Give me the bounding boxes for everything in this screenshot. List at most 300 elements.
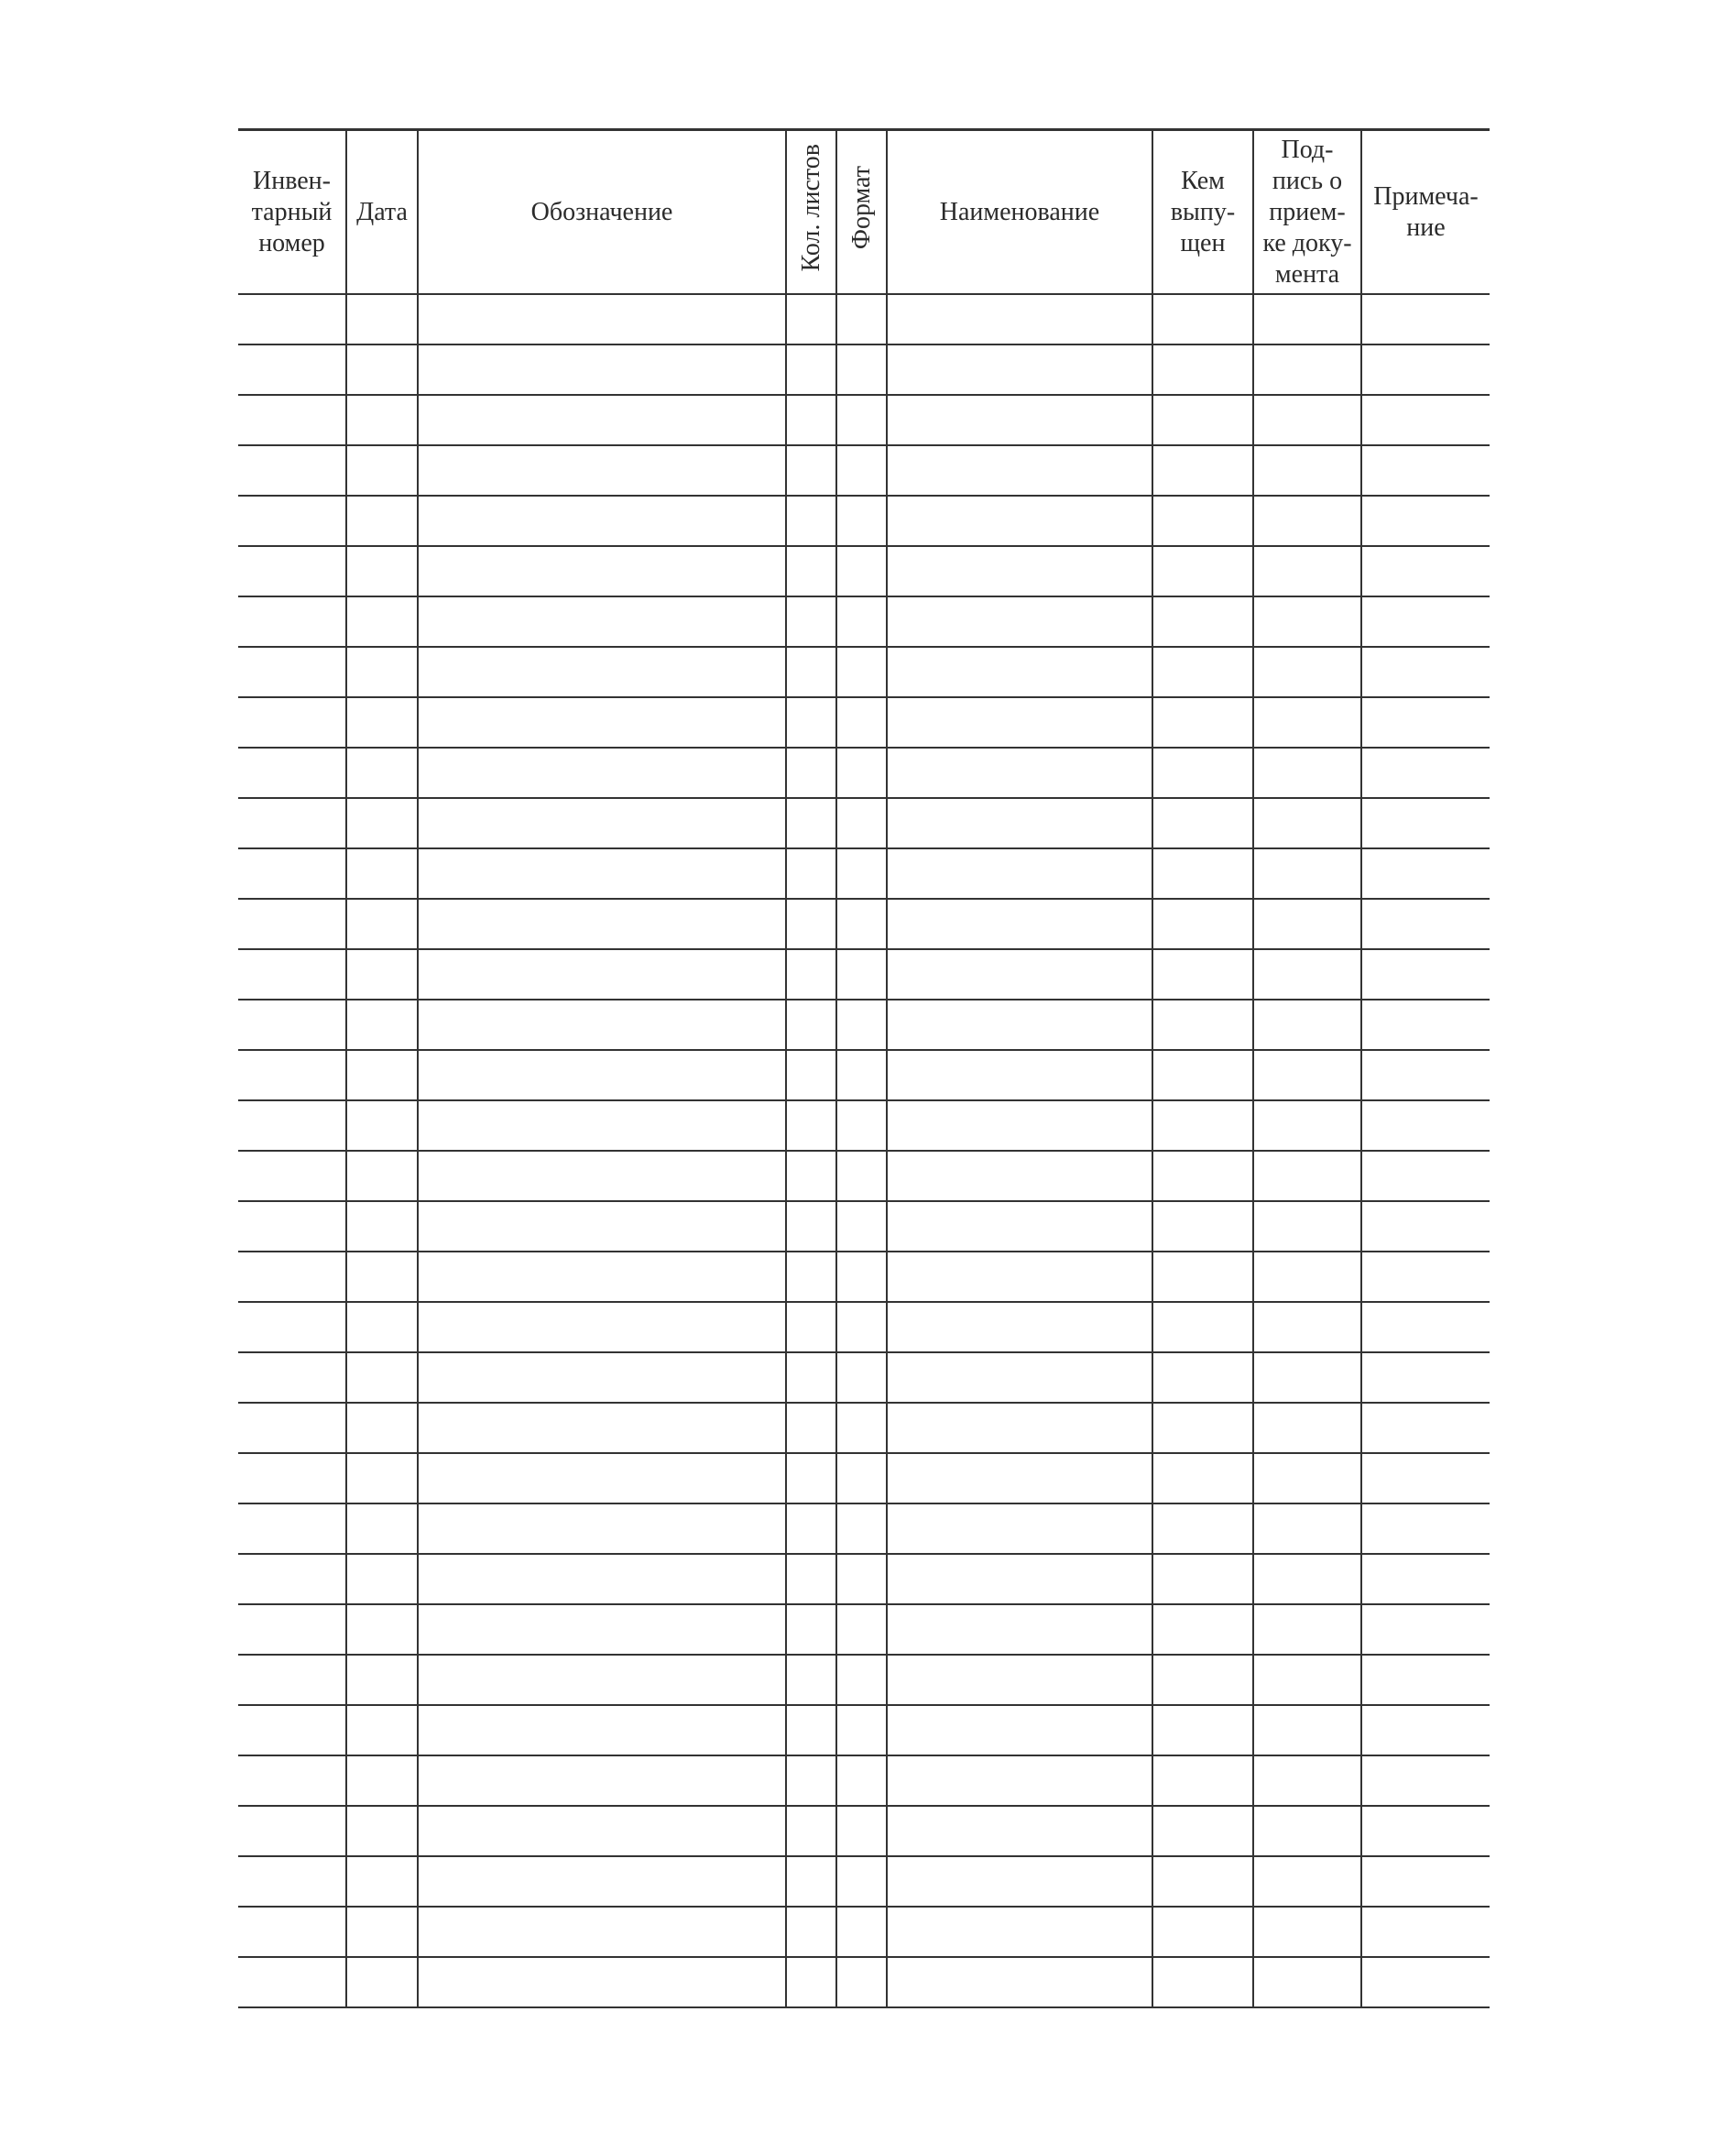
- cell-designation[interactable]: [418, 697, 786, 748]
- cell-format[interactable]: [836, 1856, 887, 1907]
- cell-receipt-signature[interactable]: [1253, 697, 1361, 748]
- cell-note[interactable]: [1361, 546, 1490, 596]
- cell-sheet-count[interactable]: [786, 1352, 836, 1403]
- cell-issued-by[interactable]: [1152, 949, 1253, 1000]
- cell-date[interactable]: [346, 1352, 418, 1403]
- cell-issued-by[interactable]: [1152, 1050, 1253, 1100]
- cell-inventory-number[interactable]: [238, 1403, 346, 1453]
- cell-name[interactable]: [887, 798, 1152, 848]
- cell-note[interactable]: [1361, 899, 1490, 949]
- cell-inventory-number[interactable]: [238, 949, 346, 1000]
- cell-issued-by[interactable]: [1152, 1000, 1253, 1050]
- cell-format[interactable]: [836, 798, 887, 848]
- cell-format[interactable]: [836, 546, 887, 596]
- cell-format[interactable]: [836, 1957, 887, 2007]
- cell-sheet-count[interactable]: [786, 294, 836, 344]
- cell-name[interactable]: [887, 546, 1152, 596]
- cell-date[interactable]: [346, 1655, 418, 1705]
- cell-designation[interactable]: [418, 1100, 786, 1151]
- cell-note[interactable]: [1361, 848, 1490, 899]
- cell-sheet-count[interactable]: [786, 1856, 836, 1907]
- cell-name[interactable]: [887, 949, 1152, 1000]
- cell-issued-by[interactable]: [1152, 1403, 1253, 1453]
- cell-note[interactable]: [1361, 1705, 1490, 1755]
- cell-date[interactable]: [346, 1705, 418, 1755]
- cell-date[interactable]: [346, 1806, 418, 1856]
- cell-sheet-count[interactable]: [786, 748, 836, 798]
- cell-sheet-count[interactable]: [786, 1201, 836, 1252]
- cell-name[interactable]: [887, 1453, 1152, 1503]
- cell-note[interactable]: [1361, 1151, 1490, 1201]
- cell-designation[interactable]: [418, 1352, 786, 1403]
- cell-inventory-number[interactable]: [238, 1705, 346, 1755]
- cell-designation[interactable]: [418, 1655, 786, 1705]
- cell-inventory-number[interactable]: [238, 1806, 346, 1856]
- cell-designation[interactable]: [418, 1907, 786, 1957]
- cell-receipt-signature[interactable]: [1253, 748, 1361, 798]
- cell-note[interactable]: [1361, 1252, 1490, 1302]
- cell-name[interactable]: [887, 1806, 1152, 1856]
- cell-note[interactable]: [1361, 1806, 1490, 1856]
- cell-issued-by[interactable]: [1152, 546, 1253, 596]
- cell-sheet-count[interactable]: [786, 1907, 836, 1957]
- cell-name[interactable]: [887, 1000, 1152, 1050]
- cell-sheet-count[interactable]: [786, 344, 836, 395]
- cell-receipt-signature[interactable]: [1253, 1201, 1361, 1252]
- cell-designation[interactable]: [418, 1453, 786, 1503]
- cell-designation[interactable]: [418, 748, 786, 798]
- cell-name[interactable]: [887, 496, 1152, 546]
- cell-receipt-signature[interactable]: [1253, 1755, 1361, 1806]
- cell-date[interactable]: [346, 445, 418, 496]
- cell-inventory-number[interactable]: [238, 496, 346, 546]
- cell-date[interactable]: [346, 546, 418, 596]
- cell-date[interactable]: [346, 748, 418, 798]
- cell-note[interactable]: [1361, 1453, 1490, 1503]
- cell-date[interactable]: [346, 496, 418, 546]
- cell-designation[interactable]: [418, 1151, 786, 1201]
- cell-issued-by[interactable]: [1152, 1201, 1253, 1252]
- cell-issued-by[interactable]: [1152, 1957, 1253, 2007]
- cell-issued-by[interactable]: [1152, 1705, 1253, 1755]
- cell-name[interactable]: [887, 445, 1152, 496]
- cell-receipt-signature[interactable]: [1253, 1050, 1361, 1100]
- cell-note[interactable]: [1361, 1201, 1490, 1252]
- cell-designation[interactable]: [418, 798, 786, 848]
- cell-sheet-count[interactable]: [786, 1151, 836, 1201]
- cell-note[interactable]: [1361, 1000, 1490, 1050]
- cell-inventory-number[interactable]: [238, 798, 346, 848]
- cell-receipt-signature[interactable]: [1253, 1705, 1361, 1755]
- cell-inventory-number[interactable]: [238, 445, 346, 496]
- cell-designation[interactable]: [418, 395, 786, 445]
- cell-receipt-signature[interactable]: [1253, 1907, 1361, 1957]
- cell-designation[interactable]: [418, 294, 786, 344]
- cell-name[interactable]: [887, 697, 1152, 748]
- cell-issued-by[interactable]: [1152, 445, 1253, 496]
- cell-note[interactable]: [1361, 445, 1490, 496]
- cell-name[interactable]: [887, 1705, 1152, 1755]
- cell-note[interactable]: [1361, 1907, 1490, 1957]
- cell-sheet-count[interactable]: [786, 899, 836, 949]
- cell-inventory-number[interactable]: [238, 1000, 346, 1050]
- cell-date[interactable]: [346, 1151, 418, 1201]
- cell-designation[interactable]: [418, 1806, 786, 1856]
- cell-note[interactable]: [1361, 496, 1490, 546]
- cell-receipt-signature[interactable]: [1253, 899, 1361, 949]
- cell-date[interactable]: [346, 1201, 418, 1252]
- cell-name[interactable]: [887, 596, 1152, 647]
- cell-receipt-signature[interactable]: [1253, 395, 1361, 445]
- cell-receipt-signature[interactable]: [1253, 1503, 1361, 1554]
- cell-note[interactable]: [1361, 344, 1490, 395]
- cell-issued-by[interactable]: [1152, 395, 1253, 445]
- cell-note[interactable]: [1361, 1856, 1490, 1907]
- cell-designation[interactable]: [418, 1403, 786, 1453]
- cell-format[interactable]: [836, 1352, 887, 1403]
- cell-date[interactable]: [346, 1100, 418, 1151]
- cell-inventory-number[interactable]: [238, 395, 346, 445]
- cell-date[interactable]: [346, 1453, 418, 1503]
- cell-name[interactable]: [887, 1151, 1152, 1201]
- cell-receipt-signature[interactable]: [1253, 1151, 1361, 1201]
- cell-inventory-number[interactable]: [238, 546, 346, 596]
- cell-note[interactable]: [1361, 596, 1490, 647]
- cell-date[interactable]: [346, 1957, 418, 2007]
- cell-inventory-number[interactable]: [238, 1352, 346, 1403]
- cell-name[interactable]: [887, 748, 1152, 798]
- cell-issued-by[interactable]: [1152, 1856, 1253, 1907]
- cell-inventory-number[interactable]: [238, 294, 346, 344]
- cell-issued-by[interactable]: [1152, 748, 1253, 798]
- cell-format[interactable]: [836, 949, 887, 1000]
- cell-date[interactable]: [346, 1403, 418, 1453]
- cell-date[interactable]: [346, 344, 418, 395]
- cell-sheet-count[interactable]: [786, 697, 836, 748]
- cell-date[interactable]: [346, 1554, 418, 1604]
- cell-inventory-number[interactable]: [238, 1503, 346, 1554]
- cell-inventory-number[interactable]: [238, 1957, 346, 2007]
- cell-sheet-count[interactable]: [786, 1806, 836, 1856]
- cell-name[interactable]: [887, 647, 1152, 697]
- cell-inventory-number[interactable]: [238, 596, 346, 647]
- cell-date[interactable]: [346, 294, 418, 344]
- cell-inventory-number[interactable]: [238, 1655, 346, 1705]
- cell-sheet-count[interactable]: [786, 1252, 836, 1302]
- cell-sheet-count[interactable]: [786, 1957, 836, 2007]
- cell-name[interactable]: [887, 1100, 1152, 1151]
- cell-issued-by[interactable]: [1152, 1655, 1253, 1705]
- cell-designation[interactable]: [418, 1705, 786, 1755]
- cell-inventory-number[interactable]: [238, 344, 346, 395]
- cell-receipt-signature[interactable]: [1253, 445, 1361, 496]
- cell-designation[interactable]: [418, 1755, 786, 1806]
- cell-issued-by[interactable]: [1152, 798, 1253, 848]
- cell-date[interactable]: [346, 1252, 418, 1302]
- cell-format[interactable]: [836, 1252, 887, 1302]
- cell-date[interactable]: [346, 697, 418, 748]
- cell-format[interactable]: [836, 1100, 887, 1151]
- cell-receipt-signature[interactable]: [1253, 546, 1361, 596]
- cell-name[interactable]: [887, 294, 1152, 344]
- cell-sheet-count[interactable]: [786, 1655, 836, 1705]
- cell-name[interactable]: [887, 1252, 1152, 1302]
- cell-sheet-count[interactable]: [786, 798, 836, 848]
- cell-note[interactable]: [1361, 798, 1490, 848]
- cell-format[interactable]: [836, 1554, 887, 1604]
- cell-issued-by[interactable]: [1152, 294, 1253, 344]
- cell-designation[interactable]: [418, 496, 786, 546]
- cell-format[interactable]: [836, 1503, 887, 1554]
- cell-inventory-number[interactable]: [238, 1050, 346, 1100]
- cell-format[interactable]: [836, 1403, 887, 1453]
- cell-name[interactable]: [887, 1050, 1152, 1100]
- cell-date[interactable]: [346, 395, 418, 445]
- cell-date[interactable]: [346, 848, 418, 899]
- cell-designation[interactable]: [418, 1000, 786, 1050]
- cell-inventory-number[interactable]: [238, 1453, 346, 1503]
- cell-format[interactable]: [836, 294, 887, 344]
- cell-receipt-signature[interactable]: [1253, 1453, 1361, 1503]
- cell-note[interactable]: [1361, 1957, 1490, 2007]
- cell-sheet-count[interactable]: [786, 1705, 836, 1755]
- cell-designation[interactable]: [418, 1503, 786, 1554]
- cell-issued-by[interactable]: [1152, 848, 1253, 899]
- cell-sheet-count[interactable]: [786, 1050, 836, 1100]
- cell-receipt-signature[interactable]: [1253, 798, 1361, 848]
- cell-format[interactable]: [836, 445, 887, 496]
- cell-note[interactable]: [1361, 949, 1490, 1000]
- cell-receipt-signature[interactable]: [1253, 294, 1361, 344]
- cell-name[interactable]: [887, 1503, 1152, 1554]
- cell-designation[interactable]: [418, 647, 786, 697]
- cell-note[interactable]: [1361, 1352, 1490, 1403]
- cell-inventory-number[interactable]: [238, 748, 346, 798]
- cell-format[interactable]: [836, 1907, 887, 1957]
- cell-receipt-signature[interactable]: [1253, 1352, 1361, 1403]
- cell-designation[interactable]: [418, 596, 786, 647]
- cell-format[interactable]: [836, 1201, 887, 1252]
- cell-issued-by[interactable]: [1152, 1252, 1253, 1302]
- cell-issued-by[interactable]: [1152, 899, 1253, 949]
- cell-designation[interactable]: [418, 1302, 786, 1352]
- cell-sheet-count[interactable]: [786, 949, 836, 1000]
- cell-designation[interactable]: [418, 1554, 786, 1604]
- cell-note[interactable]: [1361, 1604, 1490, 1655]
- cell-receipt-signature[interactable]: [1253, 1554, 1361, 1604]
- cell-name[interactable]: [887, 1655, 1152, 1705]
- cell-inventory-number[interactable]: [238, 899, 346, 949]
- cell-date[interactable]: [346, 949, 418, 1000]
- cell-sheet-count[interactable]: [786, 848, 836, 899]
- cell-format[interactable]: [836, 1151, 887, 1201]
- cell-receipt-signature[interactable]: [1253, 496, 1361, 546]
- cell-date[interactable]: [346, 1755, 418, 1806]
- cell-issued-by[interactable]: [1152, 1907, 1253, 1957]
- cell-format[interactable]: [836, 647, 887, 697]
- cell-date[interactable]: [346, 1503, 418, 1554]
- cell-designation[interactable]: [418, 1856, 786, 1907]
- cell-issued-by[interactable]: [1152, 1755, 1253, 1806]
- cell-name[interactable]: [887, 1554, 1152, 1604]
- cell-inventory-number[interactable]: [238, 697, 346, 748]
- cell-sheet-count[interactable]: [786, 596, 836, 647]
- cell-inventory-number[interactable]: [238, 1151, 346, 1201]
- cell-issued-by[interactable]: [1152, 647, 1253, 697]
- cell-name[interactable]: [887, 1352, 1152, 1403]
- cell-format[interactable]: [836, 1655, 887, 1705]
- cell-format[interactable]: [836, 748, 887, 798]
- cell-designation[interactable]: [418, 848, 786, 899]
- cell-note[interactable]: [1361, 697, 1490, 748]
- cell-format[interactable]: [836, 344, 887, 395]
- cell-name[interactable]: [887, 1856, 1152, 1907]
- cell-note[interactable]: [1361, 1503, 1490, 1554]
- cell-sheet-count[interactable]: [786, 1755, 836, 1806]
- cell-inventory-number[interactable]: [238, 1604, 346, 1655]
- cell-sheet-count[interactable]: [786, 1554, 836, 1604]
- cell-designation[interactable]: [418, 1604, 786, 1655]
- cell-issued-by[interactable]: [1152, 1554, 1253, 1604]
- cell-issued-by[interactable]: [1152, 1302, 1253, 1352]
- cell-format[interactable]: [836, 1705, 887, 1755]
- cell-receipt-signature[interactable]: [1253, 1957, 1361, 2007]
- cell-date[interactable]: [346, 899, 418, 949]
- cell-note[interactable]: [1361, 1100, 1490, 1151]
- cell-sheet-count[interactable]: [786, 1403, 836, 1453]
- cell-receipt-signature[interactable]: [1253, 344, 1361, 395]
- cell-name[interactable]: [887, 1403, 1152, 1453]
- cell-name[interactable]: [887, 1201, 1152, 1252]
- cell-inventory-number[interactable]: [238, 1100, 346, 1151]
- cell-name[interactable]: [887, 1907, 1152, 1957]
- cell-issued-by[interactable]: [1152, 1352, 1253, 1403]
- cell-note[interactable]: [1361, 395, 1490, 445]
- cell-issued-by[interactable]: [1152, 1100, 1253, 1151]
- cell-receipt-signature[interactable]: [1253, 596, 1361, 647]
- cell-receipt-signature[interactable]: [1253, 1856, 1361, 1907]
- cell-designation[interactable]: [418, 1252, 786, 1302]
- cell-date[interactable]: [346, 1604, 418, 1655]
- cell-receipt-signature[interactable]: [1253, 1100, 1361, 1151]
- cell-note[interactable]: [1361, 1403, 1490, 1453]
- cell-receipt-signature[interactable]: [1253, 1403, 1361, 1453]
- cell-name[interactable]: [887, 1755, 1152, 1806]
- cell-receipt-signature[interactable]: [1253, 1655, 1361, 1705]
- cell-designation[interactable]: [418, 1201, 786, 1252]
- cell-issued-by[interactable]: [1152, 1806, 1253, 1856]
- cell-name[interactable]: [887, 1302, 1152, 1352]
- cell-note[interactable]: [1361, 1655, 1490, 1705]
- cell-issued-by[interactable]: [1152, 596, 1253, 647]
- cell-date[interactable]: [346, 596, 418, 647]
- cell-date[interactable]: [346, 1856, 418, 1907]
- cell-inventory-number[interactable]: [238, 1907, 346, 1957]
- cell-designation[interactable]: [418, 1957, 786, 2007]
- cell-receipt-signature[interactable]: [1253, 949, 1361, 1000]
- cell-format[interactable]: [836, 1302, 887, 1352]
- cell-inventory-number[interactable]: [238, 1856, 346, 1907]
- cell-date[interactable]: [346, 1000, 418, 1050]
- cell-issued-by[interactable]: [1152, 1453, 1253, 1503]
- cell-name[interactable]: [887, 1604, 1152, 1655]
- cell-date[interactable]: [346, 1302, 418, 1352]
- cell-note[interactable]: [1361, 1302, 1490, 1352]
- cell-note[interactable]: [1361, 1050, 1490, 1100]
- cell-format[interactable]: [836, 395, 887, 445]
- cell-sheet-count[interactable]: [786, 1000, 836, 1050]
- cell-sheet-count[interactable]: [786, 647, 836, 697]
- cell-designation[interactable]: [418, 344, 786, 395]
- cell-sheet-count[interactable]: [786, 395, 836, 445]
- cell-inventory-number[interactable]: [238, 647, 346, 697]
- cell-issued-by[interactable]: [1152, 697, 1253, 748]
- cell-format[interactable]: [836, 697, 887, 748]
- cell-note[interactable]: [1361, 294, 1490, 344]
- cell-receipt-signature[interactable]: [1253, 647, 1361, 697]
- cell-format[interactable]: [836, 1604, 887, 1655]
- cell-inventory-number[interactable]: [238, 848, 346, 899]
- cell-format[interactable]: [836, 848, 887, 899]
- cell-sheet-count[interactable]: [786, 546, 836, 596]
- cell-sheet-count[interactable]: [786, 1100, 836, 1151]
- cell-sheet-count[interactable]: [786, 496, 836, 546]
- cell-designation[interactable]: [418, 546, 786, 596]
- cell-format[interactable]: [836, 596, 887, 647]
- cell-note[interactable]: [1361, 1755, 1490, 1806]
- cell-receipt-signature[interactable]: [1253, 848, 1361, 899]
- cell-sheet-count[interactable]: [786, 1453, 836, 1503]
- cell-inventory-number[interactable]: [238, 1201, 346, 1252]
- cell-issued-by[interactable]: [1152, 1604, 1253, 1655]
- cell-note[interactable]: [1361, 1554, 1490, 1604]
- cell-date[interactable]: [346, 1907, 418, 1957]
- cell-receipt-signature[interactable]: [1253, 1252, 1361, 1302]
- cell-name[interactable]: [887, 899, 1152, 949]
- cell-name[interactable]: [887, 848, 1152, 899]
- cell-date[interactable]: [346, 798, 418, 848]
- cell-format[interactable]: [836, 899, 887, 949]
- cell-inventory-number[interactable]: [238, 1302, 346, 1352]
- cell-sheet-count[interactable]: [786, 445, 836, 496]
- cell-receipt-signature[interactable]: [1253, 1000, 1361, 1050]
- cell-format[interactable]: [836, 1755, 887, 1806]
- cell-format[interactable]: [836, 496, 887, 546]
- cell-note[interactable]: [1361, 647, 1490, 697]
- cell-designation[interactable]: [418, 949, 786, 1000]
- cell-inventory-number[interactable]: [238, 1252, 346, 1302]
- cell-sheet-count[interactable]: [786, 1302, 836, 1352]
- cell-name[interactable]: [887, 1957, 1152, 2007]
- cell-issued-by[interactable]: [1152, 1151, 1253, 1201]
- cell-name[interactable]: [887, 395, 1152, 445]
- cell-designation[interactable]: [418, 899, 786, 949]
- cell-designation[interactable]: [418, 1050, 786, 1100]
- cell-issued-by[interactable]: [1152, 496, 1253, 546]
- cell-issued-by[interactable]: [1152, 1503, 1253, 1554]
- cell-date[interactable]: [346, 1050, 418, 1100]
- cell-sheet-count[interactable]: [786, 1503, 836, 1554]
- cell-note[interactable]: [1361, 748, 1490, 798]
- cell-sheet-count[interactable]: [786, 1604, 836, 1655]
- cell-format[interactable]: [836, 1806, 887, 1856]
- cell-inventory-number[interactable]: [238, 1554, 346, 1604]
- cell-receipt-signature[interactable]: [1253, 1604, 1361, 1655]
- cell-issued-by[interactable]: [1152, 344, 1253, 395]
- cell-format[interactable]: [836, 1050, 887, 1100]
- cell-date[interactable]: [346, 647, 418, 697]
- cell-designation[interactable]: [418, 445, 786, 496]
